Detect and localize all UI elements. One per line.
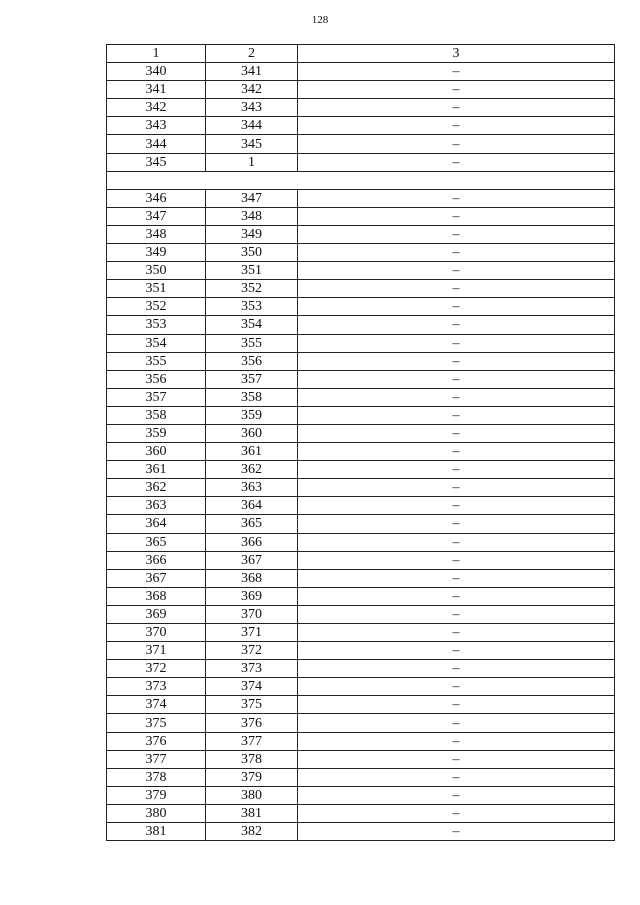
table-cell: 344 bbox=[107, 135, 206, 153]
table-row bbox=[107, 262, 615, 280]
table-cell: – bbox=[298, 153, 615, 171]
table-cell: 342 bbox=[107, 99, 206, 117]
table-cell: 359 bbox=[107, 424, 206, 442]
table-cell: – bbox=[298, 63, 615, 81]
table-cell: – bbox=[298, 732, 615, 750]
table-cell: 358 bbox=[107, 406, 206, 424]
table-row bbox=[107, 244, 615, 262]
table-row bbox=[107, 334, 615, 352]
table-cell: – bbox=[298, 624, 615, 642]
table-cell: 345 bbox=[107, 153, 206, 171]
table-row bbox=[107, 99, 615, 117]
table-row bbox=[107, 424, 615, 442]
table-cell: 1 bbox=[206, 153, 298, 171]
table-cell: – bbox=[298, 207, 615, 225]
table-cell: 382 bbox=[206, 823, 298, 841]
table-row bbox=[107, 153, 615, 171]
table-row bbox=[107, 533, 615, 551]
table-cell: 367 bbox=[206, 551, 298, 569]
column-header: 3 bbox=[298, 45, 615, 63]
data-table-container bbox=[106, 44, 614, 841]
table-cell: 361 bbox=[206, 443, 298, 461]
table-cell: – bbox=[298, 768, 615, 786]
separator-cell bbox=[107, 171, 615, 189]
table-row bbox=[107, 569, 615, 587]
table-cell: – bbox=[298, 406, 615, 424]
table-cell: 358 bbox=[206, 388, 298, 406]
table-row bbox=[107, 732, 615, 750]
table-cell: 378 bbox=[107, 768, 206, 786]
table-cell: – bbox=[298, 461, 615, 479]
table-cell: – bbox=[298, 533, 615, 551]
table-cell: – bbox=[298, 786, 615, 804]
table-row bbox=[107, 135, 615, 153]
table-cell: 380 bbox=[206, 786, 298, 804]
table-cell: 381 bbox=[206, 804, 298, 822]
table-row bbox=[107, 81, 615, 99]
table-cell: – bbox=[298, 244, 615, 262]
table-cell: 375 bbox=[107, 714, 206, 732]
table-cell: – bbox=[298, 605, 615, 623]
table-cell: – bbox=[298, 316, 615, 334]
table-row bbox=[107, 280, 615, 298]
table-cell: 355 bbox=[206, 334, 298, 352]
table-cell: 351 bbox=[107, 280, 206, 298]
data-table bbox=[106, 44, 615, 841]
table-row bbox=[107, 714, 615, 732]
table-cell: 360 bbox=[206, 424, 298, 442]
table-cell: 350 bbox=[107, 262, 206, 280]
table-cell: 355 bbox=[107, 352, 206, 370]
table-cell: – bbox=[298, 334, 615, 352]
table-cell: – bbox=[298, 352, 615, 370]
table-row bbox=[107, 388, 615, 406]
table-cell: 341 bbox=[206, 63, 298, 81]
table-cell: – bbox=[298, 81, 615, 99]
table-cell: 372 bbox=[107, 660, 206, 678]
table-row bbox=[107, 117, 615, 135]
table-cell: 367 bbox=[107, 569, 206, 587]
table-cell: 343 bbox=[107, 117, 206, 135]
table-cell: 378 bbox=[206, 750, 298, 768]
table-cell: – bbox=[298, 569, 615, 587]
table-cell: 347 bbox=[107, 207, 206, 225]
table-row bbox=[107, 750, 615, 768]
table-cell: 363 bbox=[206, 479, 298, 497]
table-cell: 345 bbox=[206, 135, 298, 153]
table-cell: 365 bbox=[206, 515, 298, 533]
table-cell: 354 bbox=[107, 334, 206, 352]
table-cell: – bbox=[298, 515, 615, 533]
table-row bbox=[107, 642, 615, 660]
table-row bbox=[107, 225, 615, 243]
table-cell: 354 bbox=[206, 316, 298, 334]
table-row bbox=[107, 443, 615, 461]
table-cell: – bbox=[298, 117, 615, 135]
table-cell: 366 bbox=[206, 533, 298, 551]
table-row bbox=[107, 189, 615, 207]
table-cell: 371 bbox=[107, 642, 206, 660]
table-cell: 363 bbox=[107, 497, 206, 515]
table-header-row bbox=[107, 45, 615, 63]
table-cell: 373 bbox=[107, 678, 206, 696]
table-row bbox=[107, 515, 615, 533]
table-cell: 342 bbox=[206, 81, 298, 99]
table-row bbox=[107, 804, 615, 822]
table-row bbox=[107, 298, 615, 316]
table-cell: 356 bbox=[107, 370, 206, 388]
table-cell: – bbox=[298, 714, 615, 732]
table-row bbox=[107, 406, 615, 424]
table-cell: – bbox=[298, 443, 615, 461]
table-cell: 357 bbox=[107, 388, 206, 406]
table-cell: – bbox=[298, 424, 615, 442]
table-cell: – bbox=[298, 370, 615, 388]
table-row bbox=[107, 696, 615, 714]
table-cell: 379 bbox=[206, 768, 298, 786]
table-row bbox=[107, 660, 615, 678]
table-cell: 368 bbox=[107, 587, 206, 605]
table-cell: 376 bbox=[206, 714, 298, 732]
table-cell: 375 bbox=[206, 696, 298, 714]
column-header: 1 bbox=[107, 45, 206, 63]
table-cell: – bbox=[298, 642, 615, 660]
table-row bbox=[107, 605, 615, 623]
table-cell: 352 bbox=[107, 298, 206, 316]
table-cell: – bbox=[298, 696, 615, 714]
table-cell: – bbox=[298, 587, 615, 605]
page-number: 128 bbox=[311, 14, 329, 26]
table-cell: 348 bbox=[206, 207, 298, 225]
table-cell: 370 bbox=[206, 605, 298, 623]
table-cell: 360 bbox=[107, 443, 206, 461]
table-cell: 346 bbox=[107, 189, 206, 207]
table-cell: 344 bbox=[206, 117, 298, 135]
table-cell: 362 bbox=[107, 479, 206, 497]
table-cell: 357 bbox=[206, 370, 298, 388]
table-row bbox=[107, 587, 615, 605]
table-cell: – bbox=[298, 479, 615, 497]
table-cell: 343 bbox=[206, 99, 298, 117]
table-cell: 365 bbox=[107, 533, 206, 551]
table-cell: – bbox=[298, 660, 615, 678]
table-row bbox=[107, 370, 615, 388]
table-row bbox=[107, 678, 615, 696]
table-cell: 370 bbox=[107, 624, 206, 642]
table-cell: – bbox=[298, 678, 615, 696]
table-cell: – bbox=[298, 280, 615, 298]
table-cell: 361 bbox=[107, 461, 206, 479]
table-cell: 377 bbox=[206, 732, 298, 750]
table-row bbox=[107, 497, 615, 515]
table-cell: 353 bbox=[107, 316, 206, 334]
table-cell: 364 bbox=[107, 515, 206, 533]
table-cell: 362 bbox=[206, 461, 298, 479]
table-cell: 349 bbox=[107, 244, 206, 262]
table-row bbox=[107, 352, 615, 370]
table-cell: 347 bbox=[206, 189, 298, 207]
table-cell: 351 bbox=[206, 262, 298, 280]
table-row bbox=[107, 786, 615, 804]
table-cell: – bbox=[298, 804, 615, 822]
table-cell: 380 bbox=[107, 804, 206, 822]
table-row bbox=[107, 823, 615, 841]
table-cell: – bbox=[298, 99, 615, 117]
table-cell: – bbox=[298, 225, 615, 243]
table-cell: – bbox=[298, 135, 615, 153]
table-row bbox=[107, 551, 615, 569]
table-cell: – bbox=[298, 388, 615, 406]
table-cell: 381 bbox=[107, 823, 206, 841]
table-cell: – bbox=[298, 298, 615, 316]
table-cell: 349 bbox=[206, 225, 298, 243]
table-cell: 372 bbox=[206, 642, 298, 660]
table-row bbox=[107, 461, 615, 479]
table-cell: 353 bbox=[206, 298, 298, 316]
table-cell: 340 bbox=[107, 63, 206, 81]
table-cell: 374 bbox=[107, 696, 206, 714]
table-row bbox=[107, 624, 615, 642]
table-cell: – bbox=[298, 750, 615, 768]
table-cell: 348 bbox=[107, 225, 206, 243]
table-cell: 376 bbox=[107, 732, 206, 750]
table-body bbox=[107, 63, 615, 841]
table-row bbox=[107, 63, 615, 81]
table-cell: 379 bbox=[107, 786, 206, 804]
table-cell: 373 bbox=[206, 660, 298, 678]
table-cell: – bbox=[298, 551, 615, 569]
table-cell: 377 bbox=[107, 750, 206, 768]
table-separator-row bbox=[107, 171, 615, 189]
table-cell: 350 bbox=[206, 244, 298, 262]
table-row bbox=[107, 207, 615, 225]
table-row bbox=[107, 768, 615, 786]
table-cell: 359 bbox=[206, 406, 298, 424]
table-row bbox=[107, 479, 615, 497]
table-cell: 366 bbox=[107, 551, 206, 569]
table-cell: 368 bbox=[206, 569, 298, 587]
table-cell: 374 bbox=[206, 678, 298, 696]
table-cell: 341 bbox=[107, 81, 206, 99]
column-header: 2 bbox=[206, 45, 298, 63]
table-cell: – bbox=[298, 823, 615, 841]
table-cell: 356 bbox=[206, 352, 298, 370]
table-cell: 352 bbox=[206, 280, 298, 298]
table-cell: – bbox=[298, 262, 615, 280]
table-cell: 364 bbox=[206, 497, 298, 515]
table-cell: 369 bbox=[107, 605, 206, 623]
table-cell: – bbox=[298, 189, 615, 207]
table-cell: 369 bbox=[206, 587, 298, 605]
table-cell: – bbox=[298, 497, 615, 515]
table-cell: 371 bbox=[206, 624, 298, 642]
table-row bbox=[107, 316, 615, 334]
